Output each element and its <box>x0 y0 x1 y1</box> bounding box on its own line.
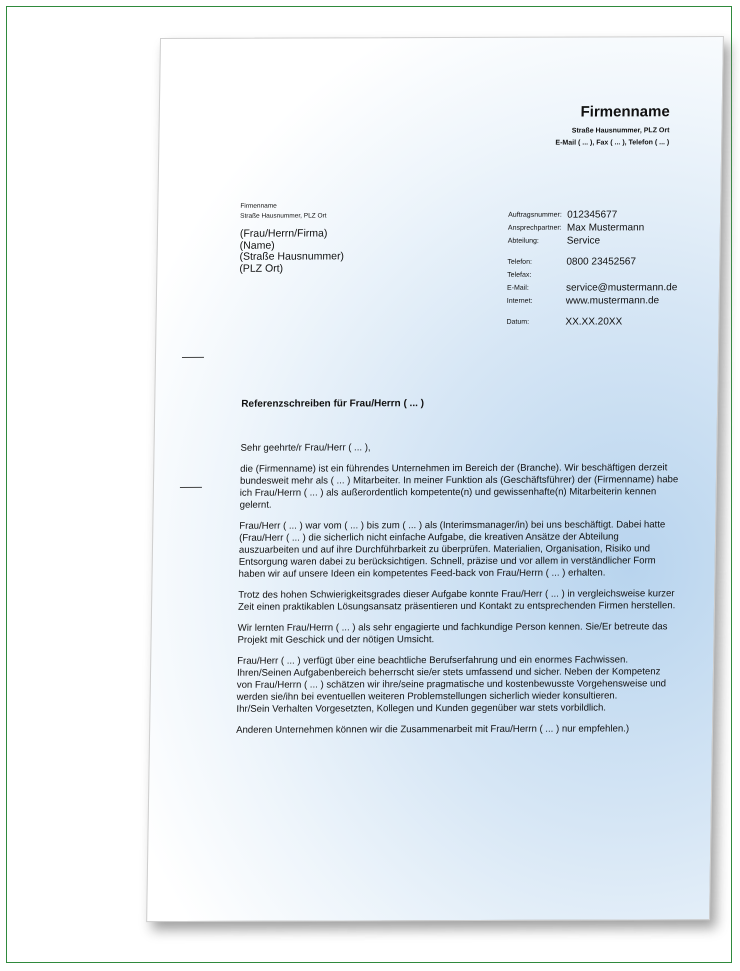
info-label: Abteilung: <box>507 237 539 245</box>
info-value: service@mustermann.de <box>565 282 678 294</box>
paragraph <box>238 588 678 614</box>
fold-mark <box>182 357 204 358</box>
text-line: (Frau/Herr ( ... ) die sicherlich nicht einfache Aufgabe, die kreativen Ansätze der Abteilung <box>239 531 619 544</box>
company-address: Straße Hausnummer, PLZ Ort <box>571 127 670 135</box>
info-value: 0800 23452567 <box>566 256 637 268</box>
text-line: haben wir auf unsere Ideen ein kompetentes Feed-back von Frau/Herrn ( ... ) erhalten. <box>238 567 606 580</box>
info-label: Auftragsnummer: <box>508 211 562 219</box>
info-label: Datum: <box>506 318 530 326</box>
text-line: von Frau/Herrn ( ... ) schätzen wir ihre/seine pragmatische und kostenbewusste Vorgehensweise und <box>236 678 667 691</box>
recipient-line: (PLZ Ort) <box>239 262 284 275</box>
paragraph <box>238 519 679 581</box>
text-line: ich Frau/Herrn ( ... ) als außerordentlich kompetente(n) und gewissenhafte(n) Mitarbeiterin kennen <box>239 486 657 499</box>
salutation: Sehr geehrte/r Frau/Herr ( ... ), <box>240 442 371 454</box>
info-label: Telefon: <box>507 258 532 266</box>
recipient-line: (Name) <box>239 239 275 252</box>
text-line: Frau/Herr ( ... ) war vom ( ... ) bis zum ( ... ) als (Interimsmanager/in) bei uns beschäftigt. Dabei hatte <box>239 519 666 532</box>
text-line: Wir lernten Frau/Herrn ( ... ) als sehr engagierte und fachkundige Person kennen. Sie/Er betreute das <box>237 621 668 634</box>
recipient-line: (Frau/Herrn/Firma) <box>239 227 328 240</box>
info-value: www.mustermann.de <box>565 295 660 307</box>
text-line: Ihr/Sein Verhalten Vorgesetzten, Kollegen und Kunden gegenüber war stets vorbildlich. <box>236 702 607 715</box>
text-line: werden sie/ihn bei eventuellen weiteren Problemstellungen sicherlich wieder konsultieren. <box>236 690 618 703</box>
text-line: Trotz des hohen Schwierigkeitsgrades dieser Aufgabe konnte Frau/Herr ( ... ) in vergleichsweise kurzer <box>238 588 675 601</box>
info-block <box>506 209 678 330</box>
info-label: E-Mail: <box>506 284 529 292</box>
text-line: Ihren/Seinen Aufgabenbereich beherrscht sie/er stets umfassend und sicher. Neben der Kompetenz <box>236 666 661 679</box>
info-label: Telefax: <box>507 271 532 279</box>
company-contact: E-Mail ( ... ), Fax ( ... ), Telefon ( ... ) <box>555 139 670 147</box>
letter-sheet <box>146 36 724 922</box>
letter-body <box>236 441 681 746</box>
fold-mark <box>180 487 202 488</box>
text-line: Projekt mit Geschick und der nötigen Umsicht. <box>237 634 435 646</box>
paragraph <box>240 462 681 512</box>
info-value: Service <box>566 235 601 247</box>
letter-subject: Referenzschreiben für Frau/Herrn ( ... ) <box>241 398 425 410</box>
text-line: Entsorgung waren dabei zu berücksichtigen. Schnell, präzise und vor allem in verständlicher Form <box>238 555 656 568</box>
paragraph <box>236 654 677 716</box>
company-name: Firmenname <box>580 103 670 121</box>
info-value: XX.XX.20XX <box>565 316 623 328</box>
paragraph <box>236 723 676 737</box>
text-line: Anderen Unternehmen können wir die Zusammenarbeit mit Frau/Herrn ( ... ) nur empfehlen.) <box>236 723 630 736</box>
text-line: auszuarbeiten und auf ihre Durchführbarkeit zu überprüfen. Materialien, Organisation, Risiko und <box>238 543 651 556</box>
info-value: 012345677 <box>567 209 618 221</box>
recipient-line: (Straße Hausnummer) <box>239 250 345 263</box>
sender-address: Straße Hausnummer, PLZ Ort <box>240 212 327 220</box>
sender-name: Firmenname <box>240 202 277 210</box>
text-line: gelernt. <box>239 499 272 511</box>
paragraph <box>237 621 677 647</box>
recipient-address <box>239 228 344 274</box>
text-line: Frau/Herr ( ... ) verfügt über eine beachtliche Berufserfahrung und ein enormes Fachwissen. <box>237 654 629 667</box>
info-label: Internet: <box>506 297 533 305</box>
text-line: die (Firmenname) ist ein führendes Unternehmen im Bereich der (Branche). Wir beschäftigen derzeit <box>240 462 668 475</box>
text-line: bundesweit mehr als ( ... ) Mitarbeiter. In meiner Funktion als (Geschäftsführer) der (Firmenname) habe <box>239 474 679 487</box>
document-page <box>146 36 724 922</box>
text-line: Zeit einen praktikablen Lösungsansatz präsentieren und Kontakt zu entsprechenden Firmen herstellen. <box>237 600 676 613</box>
info-value: Max Mustermann <box>566 222 645 234</box>
info-label: Ansprechpartner: <box>507 224 562 232</box>
